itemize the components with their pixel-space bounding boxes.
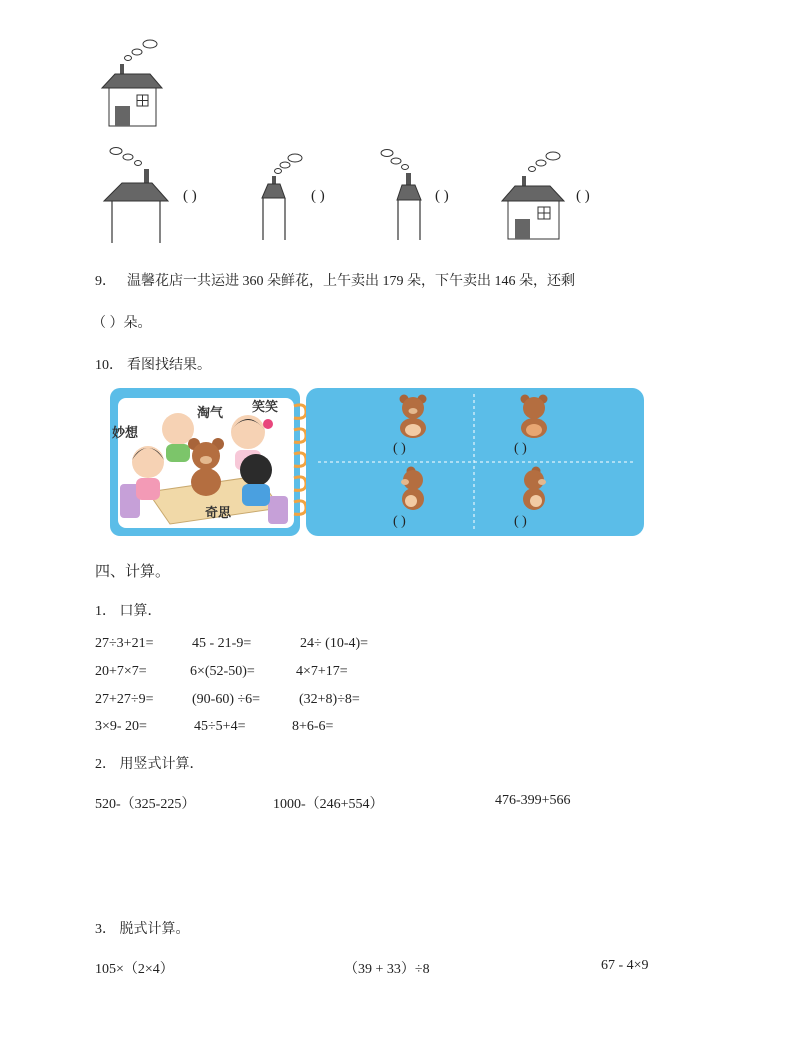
vertical-calc-item: 1000-（246+554） <box>273 797 384 812</box>
mental-math-item: (90-60) ÷6= <box>192 692 261 707</box>
mental-math-item: 8+6-6= <box>292 719 334 734</box>
bear-answer-blank-1[interactable]: ( ) <box>393 441 406 456</box>
name-label-miaoxiang: 妙想 <box>112 426 139 441</box>
mental-math-item: (32+8)÷8= <box>299 692 360 707</box>
name-label-taoqi: 淘气 <box>197 406 224 421</box>
vertical-calc-item: 520-（325-225） <box>95 797 196 812</box>
q8-blank-1[interactable]: ( ) <box>183 188 197 204</box>
q10-picture-book <box>108 384 648 544</box>
q9-question: 温馨花店一共运进 360 朵鲜花，上午卖出 179 朵，下午卖出 146 朵，还剩 <box>127 274 575 289</box>
q10-question: 看图找结果。 <box>127 358 211 373</box>
section-4-title: 四、计算。 <box>95 564 171 580</box>
q10-number: 10． <box>95 358 123 373</box>
house-view-front <box>100 145 172 245</box>
mental-math-item: 6×(52-50)= <box>190 664 255 679</box>
name-label-xiaoxiao: 笑笑 <box>252 400 279 415</box>
mental-math-item: 27+27÷9= <box>95 692 154 707</box>
bear-answer-blank-3[interactable]: ( ) <box>393 514 406 529</box>
part3-title: 3． 脱式计算。 <box>95 922 190 937</box>
house-view-side-left <box>255 150 310 245</box>
q8-blank-4[interactable]: ( ) <box>576 188 590 204</box>
house-view-back <box>498 148 570 243</box>
vertical-calc-item: 476-399+566 <box>495 793 571 808</box>
q8-blank-2[interactable]: ( ) <box>311 188 325 204</box>
mental-math-item: 20+7×7= <box>95 664 147 679</box>
mental-math-item: 27÷3+21= <box>95 636 154 651</box>
full-house-figure <box>95 38 170 133</box>
bear-answer-blank-2[interactable]: ( ) <box>514 441 527 456</box>
name-label-qisi: 奇思 <box>205 506 232 521</box>
mental-math-item: 45÷5+4= <box>194 719 246 734</box>
mental-math-item: 24÷ (10-4)= <box>300 636 369 651</box>
mental-math-item: 4×7+17= <box>296 664 348 679</box>
mental-math-item: 45 - 21-9= <box>192 636 252 651</box>
house-view-side-right <box>375 145 430 245</box>
part1-title: 1． 口算． <box>95 604 162 619</box>
q9-number: 9． <box>95 274 116 289</box>
mental-math-item: 3×9- 20= <box>95 719 147 734</box>
step-calc-item: （39 + 33）÷8 <box>344 962 430 977</box>
q8-blank-3[interactable]: ( ) <box>435 188 449 204</box>
bear-answer-blank-4[interactable]: ( ) <box>514 514 527 529</box>
step-calc-item: 105×（2×4） <box>95 962 174 977</box>
part2-title: 2． 用竖式计算． <box>95 757 204 772</box>
step-calc-item: 67 - 4×9 <box>601 958 649 973</box>
q9-answer-blank[interactable]: （ ）朵。 <box>92 316 152 331</box>
